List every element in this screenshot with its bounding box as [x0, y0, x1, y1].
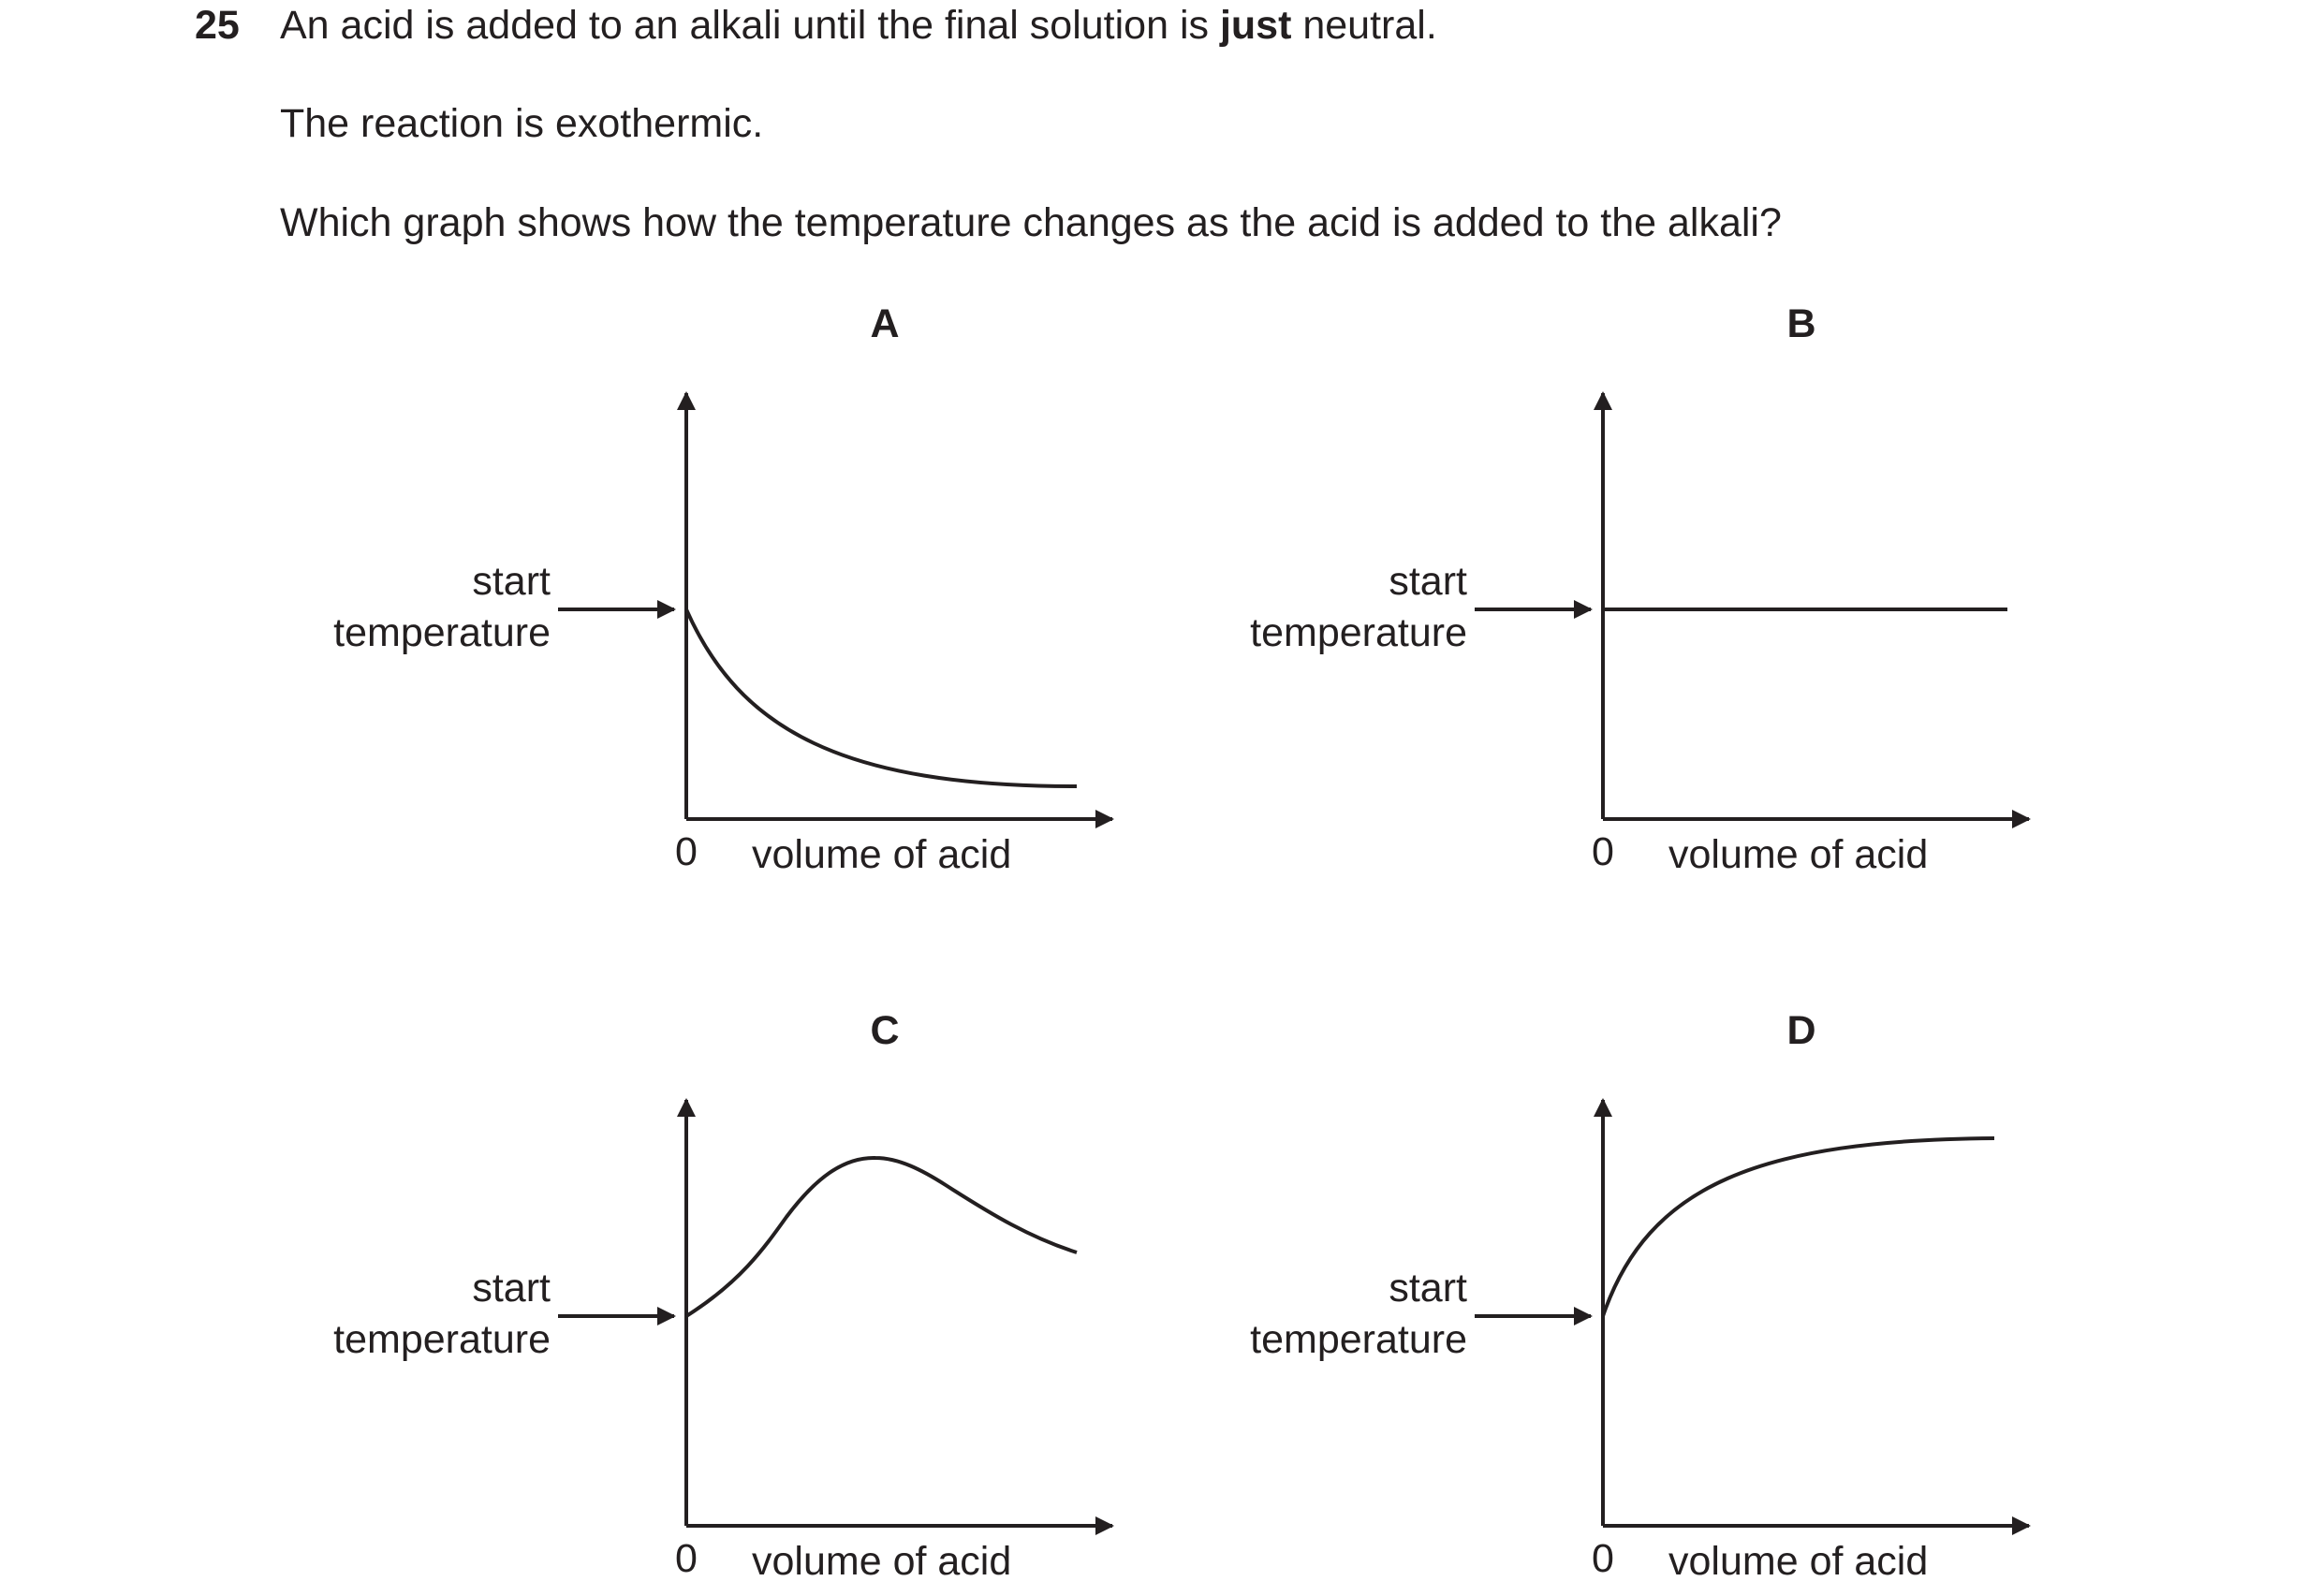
- graph-d-origin-label: 0: [1592, 1536, 1614, 1581]
- option-letter-b: B: [1786, 301, 1816, 346]
- graph-a-origin-label: 0: [675, 829, 698, 874]
- graph-c-origin-label: 0: [675, 1536, 698, 1581]
- graph-a-xlabel: volume of acid: [752, 832, 1012, 877]
- graph-a-curve: [686, 609, 1077, 786]
- graph-a: [333, 301, 1112, 877]
- graph-d-ylabel-start: start: [1389, 1266, 1467, 1310]
- question-line-3: Which graph shows how the temperature changes as the acid is added to the alkali?: [280, 200, 1782, 245]
- graph-d-xlabel: volume of acid: [1668, 1539, 1929, 1584]
- option-letter-a: A: [870, 301, 900, 346]
- question-line-1-end: neutral.: [1291, 3, 1437, 48]
- graph-a-ylabel-start: start: [472, 559, 551, 604]
- question-line-1-start: An acid is added to an alkali until the final solution is: [280, 3, 1220, 48]
- question-line-2: The reaction is exothermic.: [280, 101, 764, 146]
- option-letter-c: C: [870, 1008, 900, 1053]
- graph-d: [1250, 1008, 2029, 1584]
- graph-b-ylabel-temperature: temperature: [1250, 610, 1467, 655]
- graph-a-ylabel-temperature: temperature: [333, 610, 551, 655]
- graph-c-curve: [686, 1158, 1077, 1316]
- graph-c-xlabel: volume of acid: [752, 1539, 1012, 1584]
- graph-c: [333, 1008, 1112, 1584]
- graph-d-curve: [1603, 1138, 1994, 1316]
- question-emphasis-just: just: [1219, 3, 1292, 48]
- graph-c-ylabel-temperature: temperature: [333, 1317, 551, 1362]
- question-number: 25: [195, 3, 240, 48]
- graph-b-xlabel: volume of acid: [1668, 832, 1929, 877]
- graph-c-ylabel-start: start: [472, 1266, 551, 1310]
- option-letter-d: D: [1786, 1008, 1816, 1053]
- graph-b-ylabel-start: start: [1389, 559, 1467, 604]
- graph-b-origin-label: 0: [1592, 829, 1614, 874]
- graph-b: [1250, 301, 2029, 877]
- graph-d-ylabel-temperature: temperature: [1250, 1317, 1467, 1362]
